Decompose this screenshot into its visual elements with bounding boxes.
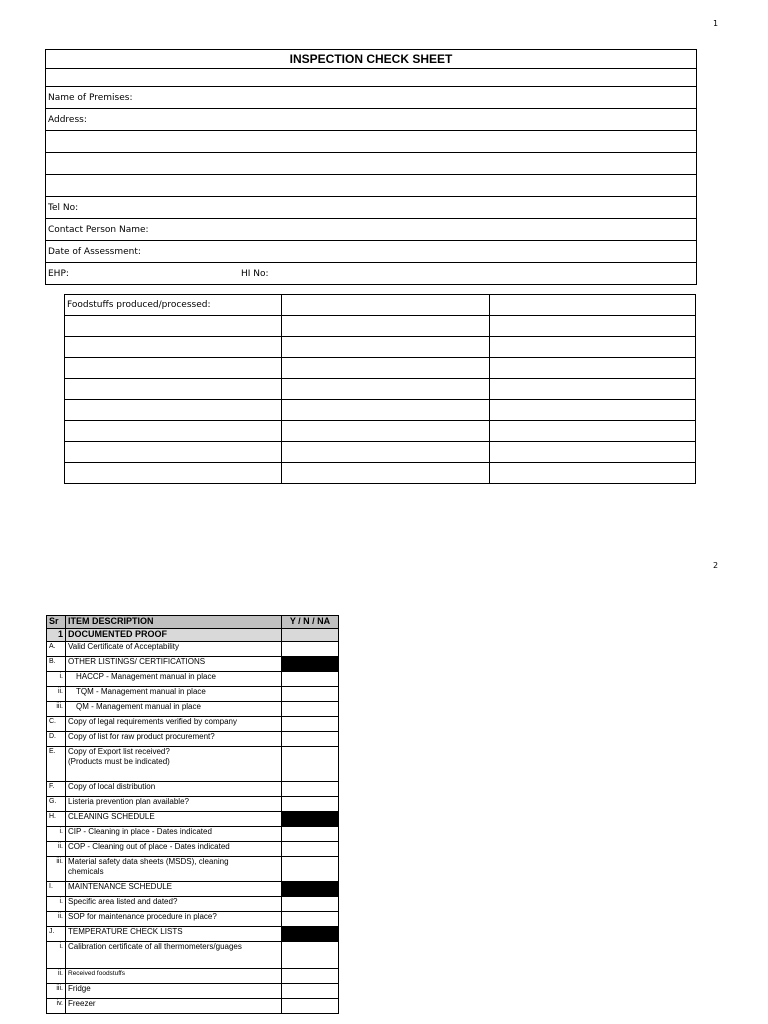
address-line[interactable] <box>46 153 696 175</box>
table-row <box>65 463 696 484</box>
table-cell[interactable] <box>490 337 696 358</box>
hi-no-label: HI No: <box>241 268 269 279</box>
row-description: Copy of list for raw product procurement? <box>66 732 282 747</box>
table-row <box>47 942 339 969</box>
ehp-field[interactable] <box>46 263 696 285</box>
row-description-line: chemicals <box>68 867 104 876</box>
row-description: QM - Management manual in place <box>66 702 282 717</box>
table-row <box>65 421 696 442</box>
table-row <box>47 747 339 782</box>
section-label: DOCUMENTED PROOF <box>66 629 282 642</box>
date-of-assessment-field[interactable] <box>46 241 696 263</box>
row-sr: iv. <box>47 999 66 1014</box>
row-description: CLEANING SCHEDULE <box>66 812 282 827</box>
row-sr: B. <box>47 657 66 672</box>
answer-cell[interactable] <box>282 642 339 657</box>
table-cell[interactable] <box>65 358 282 379</box>
table-cell[interactable] <box>282 421 490 442</box>
table-row <box>47 732 339 747</box>
row-sr: I. <box>47 882 66 897</box>
answer-cell-blocked <box>282 657 339 672</box>
row-sr: ii. <box>47 842 66 857</box>
row-sr: i. <box>47 942 66 969</box>
answer-cell[interactable] <box>282 969 339 984</box>
table-cell[interactable] <box>282 295 490 316</box>
table-cell[interactable] <box>490 295 696 316</box>
table-cell[interactable] <box>490 421 696 442</box>
table-cell[interactable] <box>65 400 282 421</box>
table-row <box>47 687 339 702</box>
address-line[interactable] <box>46 131 696 153</box>
table-cell[interactable] <box>490 358 696 379</box>
answer-cell[interactable] <box>282 747 339 782</box>
row-description: Fridge <box>66 984 282 999</box>
header-item-description: ITEM DESCRIPTION <box>66 616 282 629</box>
row-sr: iii. <box>47 984 66 999</box>
page-number-2: 2 <box>713 561 719 570</box>
table-row <box>47 897 339 912</box>
table-row <box>65 442 696 463</box>
row-description: COP - Cleaning out of place - Dates indicated <box>66 842 282 857</box>
name-of-premises-field[interactable] <box>46 87 696 109</box>
inspection-form <box>45 49 697 285</box>
answer-cell[interactable] <box>282 984 339 999</box>
row-description <box>66 747 282 782</box>
foodstuffs-table <box>64 294 696 484</box>
ehp-label: EHP: <box>48 268 69 279</box>
table-row <box>47 999 339 1014</box>
table-row <box>65 295 696 316</box>
row-sr: H. <box>47 812 66 827</box>
answer-cell[interactable] <box>282 732 339 747</box>
contact-person-label: Contact Person Name: <box>48 224 149 235</box>
answer-cell-blocked <box>282 812 339 827</box>
date-of-assessment-label: Date of Assessment: <box>48 246 141 257</box>
address-label: Address: <box>48 114 87 125</box>
row-sr: G. <box>47 797 66 812</box>
row-description-line: Copy of Export list received? <box>68 747 170 756</box>
row-sr: A. <box>47 642 66 657</box>
row-description: Received foodstuffs <box>66 969 282 984</box>
answer-cell[interactable] <box>282 717 339 732</box>
table-row <box>47 827 339 842</box>
table-cell[interactable] <box>282 442 490 463</box>
table-row <box>47 797 339 812</box>
answer-cell[interactable] <box>282 912 339 927</box>
table-cell[interactable] <box>282 316 490 337</box>
table-cell[interactable] <box>490 379 696 400</box>
table-cell[interactable] <box>282 463 490 484</box>
answer-cell[interactable] <box>282 942 339 969</box>
table-row <box>47 657 339 672</box>
table-row <box>65 316 696 337</box>
table-row <box>47 882 339 897</box>
row-sr: ii. <box>47 969 66 984</box>
table-cell[interactable] <box>490 442 696 463</box>
table-cell[interactable] <box>282 379 490 400</box>
section-number: 1 <box>47 629 66 642</box>
row-sr: i. <box>47 827 66 842</box>
foodstuffs-label: Foodstuffs produced/processed: <box>65 295 282 316</box>
answer-cell[interactable] <box>282 702 339 717</box>
table-row <box>47 642 339 657</box>
table-cell[interactable] <box>490 400 696 421</box>
table-row <box>47 857 339 882</box>
row-sr: J. <box>47 927 66 942</box>
row-description: OTHER LISTINGS/ CERTIFICATIONS <box>66 657 282 672</box>
form-title: INSPECTION CHECK SHEET <box>46 50 696 69</box>
row-sr: ii. <box>47 687 66 702</box>
row-description: Copy of local distribution <box>66 782 282 797</box>
table-cell[interactable] <box>490 316 696 337</box>
table-cell[interactable] <box>65 379 282 400</box>
row-description: Copy of legal requirements verified by company <box>66 717 282 732</box>
row-description: Freezer <box>66 999 282 1014</box>
row-description: Listeria prevention plan available? <box>66 797 282 812</box>
header-ynna: Y / N / NA <box>282 616 339 629</box>
table-row <box>47 672 339 687</box>
row-description: MAINTENANCE SCHEDULE <box>66 882 282 897</box>
table-row <box>47 842 339 857</box>
table-row <box>47 782 339 797</box>
row-sr: i. <box>47 672 66 687</box>
table-row <box>47 717 339 732</box>
table-cell[interactable] <box>65 463 282 484</box>
row-description: Specific area listed and dated? <box>66 897 282 912</box>
table-cell[interactable] <box>65 421 282 442</box>
answer-cell[interactable] <box>282 857 339 882</box>
row-description-line: (Products must be indicated) <box>68 757 170 766</box>
answer-cell-blocked <box>282 927 339 942</box>
table-row <box>47 702 339 717</box>
row-description: TQM - Management manual in place <box>66 687 282 702</box>
table-cell[interactable] <box>490 463 696 484</box>
table-row <box>47 969 339 984</box>
answer-cell[interactable] <box>282 827 339 842</box>
row-sr: F. <box>47 782 66 797</box>
row-description: Calibration certificate of all thermometers/guages <box>66 942 282 969</box>
table-row <box>65 400 696 421</box>
row-description: TEMPERATURE CHECK LISTS <box>66 927 282 942</box>
contact-person-field[interactable] <box>46 219 696 241</box>
section-row <box>47 629 339 642</box>
answer-cell[interactable] <box>282 672 339 687</box>
table-row <box>47 912 339 927</box>
answer-cell[interactable] <box>282 842 339 857</box>
table-cell[interactable] <box>65 316 282 337</box>
row-description: SOP for maintenance procedure in place? <box>66 912 282 927</box>
answer-cell[interactable] <box>282 999 339 1014</box>
answer-cell[interactable] <box>282 797 339 812</box>
row-description: HACCP - Management manual in place <box>66 672 282 687</box>
address-line[interactable] <box>46 175 696 197</box>
answer-cell-blocked <box>282 882 339 897</box>
checklist-header-row <box>47 616 339 629</box>
row-sr: iii. <box>47 857 66 882</box>
table-row <box>47 984 339 999</box>
table-cell[interactable] <box>282 400 490 421</box>
page-number-1: 1 <box>713 19 719 28</box>
row-description <box>66 857 282 882</box>
row-description: Valid Certificate of Acceptability <box>66 642 282 657</box>
name-of-premises-label: Name of Premises: <box>48 92 133 103</box>
table-cell[interactable] <box>65 442 282 463</box>
blank-row[interactable] <box>46 69 696 87</box>
table-row <box>47 927 339 942</box>
section-answer <box>282 629 339 642</box>
tel-no-label: Tel No: <box>48 202 79 213</box>
row-sr: ii. <box>47 912 66 927</box>
table-cell[interactable] <box>65 337 282 358</box>
table-row <box>65 379 696 400</box>
row-sr: C. <box>47 717 66 732</box>
table-row <box>65 337 696 358</box>
answer-cell[interactable] <box>282 687 339 702</box>
row-description: CIP - Cleaning in place - Dates indicated <box>66 827 282 842</box>
row-description-line: Material safety data sheets (MSDS), cleaning <box>68 857 229 866</box>
row-sr: iii. <box>47 702 66 717</box>
row-sr: E. <box>47 747 66 782</box>
header-sr: Sr <box>47 616 66 629</box>
table-row <box>47 812 339 827</box>
row-sr: D. <box>47 732 66 747</box>
answer-cell[interactable] <box>282 897 339 912</box>
table-row <box>65 358 696 379</box>
row-sr: i. <box>47 897 66 912</box>
tel-no-field[interactable] <box>46 197 696 219</box>
table-cell[interactable] <box>282 337 490 358</box>
answer-cell[interactable] <box>282 782 339 797</box>
checklist-table <box>46 615 339 1014</box>
address-field[interactable] <box>46 109 696 131</box>
table-cell[interactable] <box>282 358 490 379</box>
